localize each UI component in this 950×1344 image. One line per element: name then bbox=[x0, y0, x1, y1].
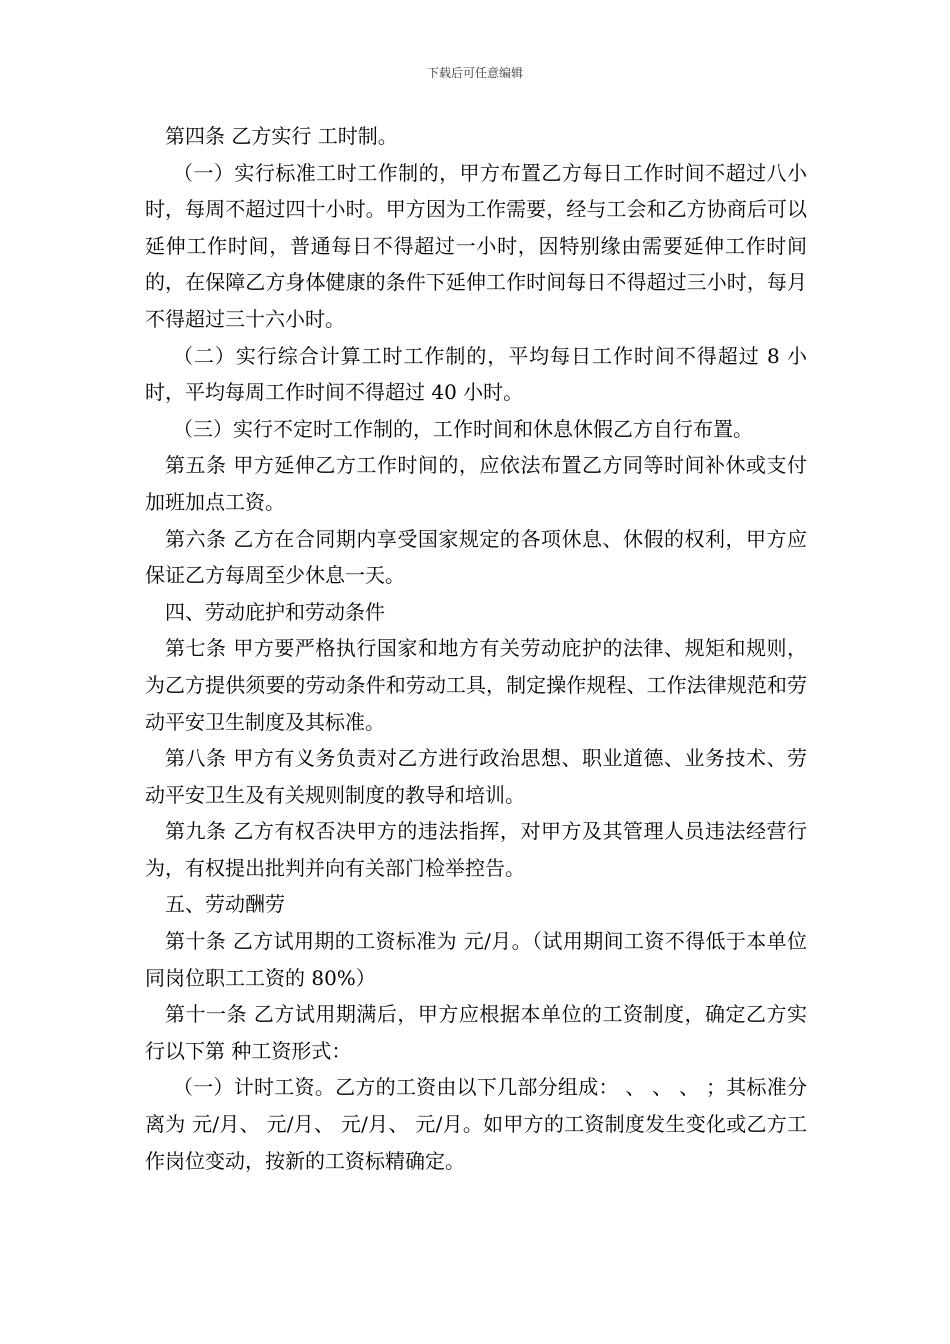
article-4-item-3: （三）实行不定时工作制的，工作时间和休息休假乙方自行布置。 bbox=[173, 416, 753, 441]
article-4-item-2: （二）实行综合计算工时工作制的，平均每日工作时间不得超过 8 小时，平均每周工作时间不得超过 40 小时。 bbox=[145, 343, 807, 405]
article-6: 第六条 乙方在合同期内享受国家规定的各项休息、休假的权利，甲方应保证乙方每周至少休息一天。 bbox=[145, 526, 807, 588]
article-4: 第四条 乙方实行 工时制。 bbox=[165, 124, 398, 148]
article-8: 第八条 甲方有义务负责对乙方进行政治思想、职业道德、业务技术、劳动平安卫生及有关规则制度的教导和培训。 bbox=[145, 746, 807, 807]
section-heading-5: 五、劳动酬劳 bbox=[165, 892, 285, 917]
article-11-item-1: （一）计时工资。乙方的工资由以下几部分组成： 、 、 、 ；其标准分离为 元/月、 元/月、 元/月、 元/月。如甲方的工资制度发生变化或乙方工作岗位变动，按新的工资标精确定。 bbox=[145, 1075, 807, 1173]
article-4-item-1: （一）实行标准工时工作制的，甲方布置乙方每日工作时间不超过八小时，每周不超过四十小时。甲方因为工作需要，经与工会和乙方协商后可以延伸工作时间，普通每日不得超过一小时，因特别缘由需要延伸工作时间的，在保障乙方身体健康的条件下延伸工作时间每日不得超过三小时，每月不得超过三十六小时。 bbox=[145, 160, 807, 331]
article-10: 第十条 乙方试用期的工资标准为 元/月。（试用期间工资不得低于本单位同岗位职工工资的 80%） bbox=[145, 929, 807, 990]
page-header: 下载后可任意编辑 bbox=[426, 66, 523, 80]
section-heading-4: 四、劳动庇护和劳动条件 bbox=[165, 599, 385, 624]
article-7: 第七条 甲方要严格执行国家和地方有关劳动庇护的法律、规矩和规则，为乙方提供须要的劳动条件和劳动工具，制定操作规程、工作法律规范和劳动平安卫生制度及其标准。 bbox=[145, 636, 807, 734]
article-9: 第九条 乙方有权否决甲方的违法指挥，对甲方及其管理人员违法经营行为，有权提出批判并向有关部门检举控告。 bbox=[145, 819, 807, 880]
article-5: 第五条 甲方延伸乙方工作时间的，应依法布置乙方同等时间补休或支付加班加点工资。 bbox=[145, 453, 807, 514]
article-11: 第十一条 乙方试用期满后，甲方应根据本单位的工资制度，确定乙方实行以下第 种工资形式： bbox=[145, 1002, 807, 1063]
document-body bbox=[145, 118, 807, 1179]
